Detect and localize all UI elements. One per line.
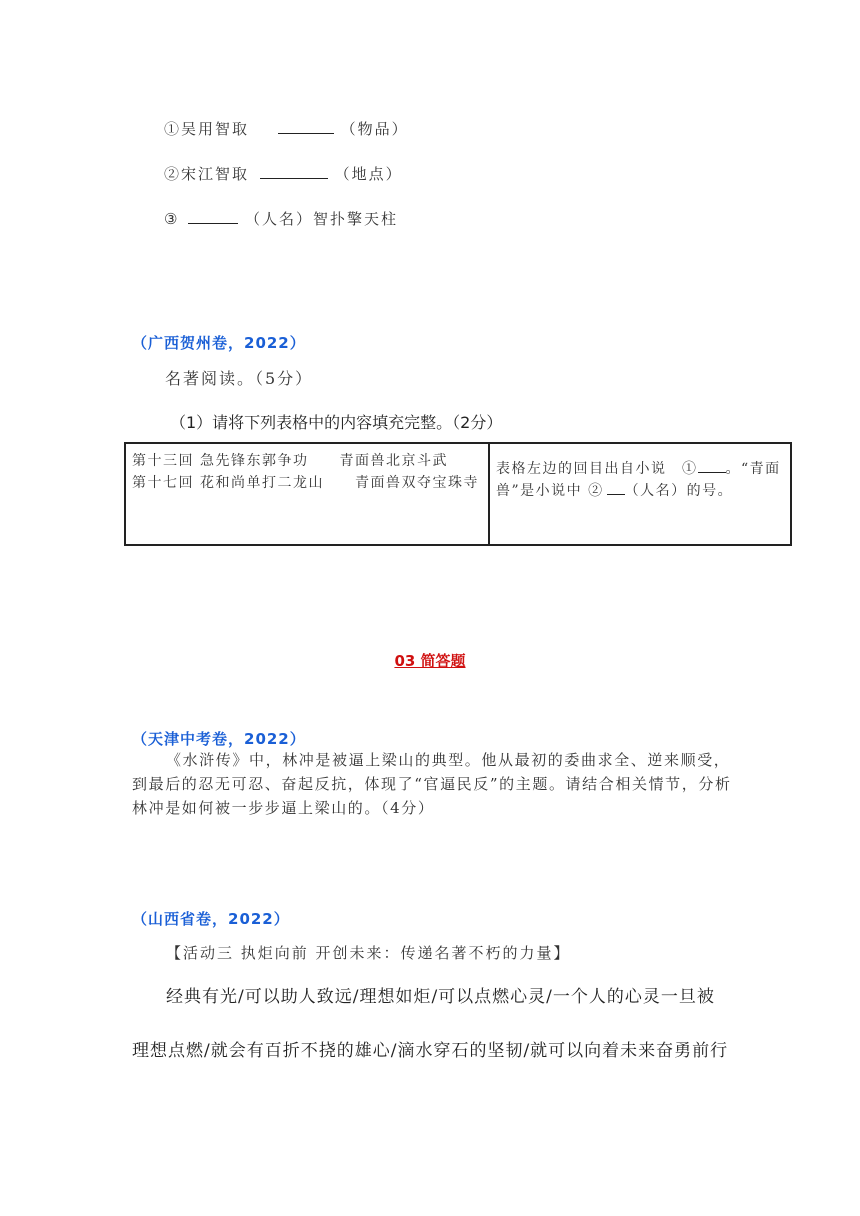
answer-blank[interactable] — [278, 119, 334, 134]
answer-blank[interactable] — [698, 460, 726, 473]
answer-blank[interactable] — [607, 482, 625, 495]
table-left-cell: 第十三回 急先锋东郭争功 青面兽北京斗武 第十七回 花和尚单打二龙山 青面兽双夺宝珠寺 — [125, 443, 489, 545]
answer-table — [124, 442, 792, 546]
answer-blank[interactable] — [260, 164, 328, 179]
answer-blank[interactable] — [188, 209, 238, 224]
question-text: 《水浒传》中，林冲是被逼上梁山的典型。他从最初的委曲求全、逆来顺受，到最后的忍无可忍、奋起反抗，体现了“官逼民反”的主题。请结合相关情节，分析林冲是如何被一步步逼上梁山的。（4分） — [132, 751, 732, 817]
fill-item-1: ①吴用智取 （物品） — [164, 120, 409, 138]
poem-paragraph: 经典有光/可以助人致远/理想如炬/可以点燃心灵/一个人的心灵一旦被理想点燃/就会有百折不挠的雄心/滴水穿石的坚韧/就可以向着未来奋勇前行 — [132, 987, 729, 1061]
activity-title: 【活动三 执炬向前 开创未来：传递名著不朽的力量】 — [166, 944, 571, 962]
question-source: （天津中考卷，2022） — [132, 730, 306, 748]
question-intro: 名著阅读。（5分） — [165, 369, 314, 388]
fill-item-3: ③ （人名）智扑擎天柱 — [164, 210, 399, 228]
sub-question: （1）请将下列表格中的内容填充完整。（2分） — [170, 413, 503, 432]
fill-item-2: ②宋江智取 （地点） — [164, 165, 403, 183]
question-source: （广西贺州卷，2022） — [132, 334, 306, 352]
table-right-cell: 表格左边的回目出自小说 ① 。“青面兽”是小说中 ② （人名）的号。 — [489, 443, 791, 545]
section-title: 03 简答题 — [394, 652, 466, 670]
question-source: （山西省卷，2022） — [132, 910, 290, 928]
